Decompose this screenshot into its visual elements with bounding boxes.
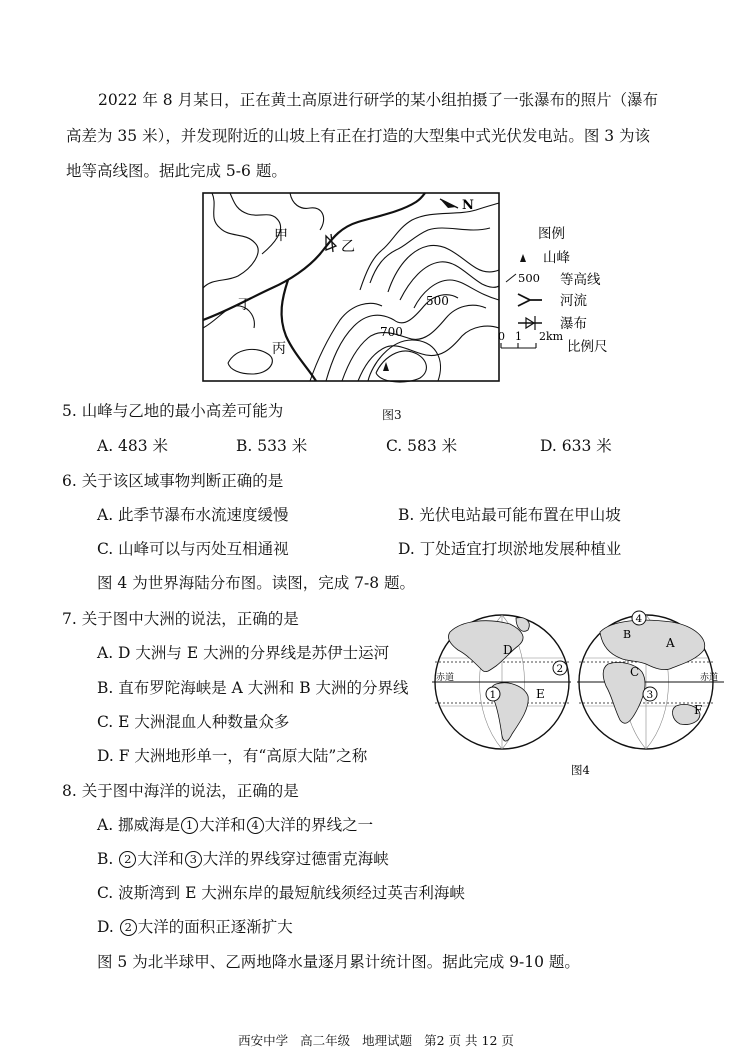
q7-option-d: D. F 大洲地形单一，有“高原大陆”之称: [97, 747, 368, 765]
legend-river: 河流: [560, 293, 587, 309]
q7-stem: 7. 关于图中大洲的说法，正确的是: [62, 610, 299, 628]
ocean-number-2: 2: [119, 851, 136, 868]
scale-2km: 2km: [539, 330, 564, 343]
continent-C: C: [630, 665, 640, 679]
continent-D: D: [503, 643, 513, 657]
intro-fig5: 图 5 为北半球甲、乙两地降水量逐月累计统计图。据此完成 9-10 题。: [97, 953, 580, 971]
q8-option-d: D. 2 大洋的面积正逐渐扩大: [97, 918, 293, 936]
continent-F: F: [694, 703, 703, 717]
legend-scale-bar: [501, 343, 536, 348]
legend-waterfall: 瀑布: [560, 316, 587, 332]
figure-3-legend: [498, 226, 608, 355]
place-bing: 丙: [272, 341, 286, 357]
ocean-4: 4: [635, 613, 643, 625]
legend-peak-icon: [520, 254, 526, 262]
intro-line-3: 地等高线图。据此完成 5-6 题。: [66, 162, 287, 180]
ocean-1: 1: [489, 689, 497, 701]
continent-E: E: [536, 687, 545, 701]
q7-option-a: A. D 大洲与 E 大洲的分界线是苏伊士运河: [97, 644, 390, 662]
q8-option-a: A. 挪威海是 1 大洋和 4 大洋的界线之一: [97, 816, 374, 834]
legend-contour-value: 500: [518, 271, 540, 285]
map-frame: [203, 193, 499, 381]
q7-option-b: B. 直布罗陀海峡是 A 大洲和 B 大洲的分界线: [97, 679, 409, 697]
q7-option-c: C. E 大洲混血人种数量众多: [97, 713, 290, 731]
place-yi: 乙: [341, 239, 355, 255]
contour-label-500: 500: [426, 294, 449, 308]
figure-3-caption: 图3: [382, 408, 402, 422]
page-footer: [0, 1031, 752, 1049]
ocean-number-3: 3: [185, 851, 202, 868]
ocean-3: 3: [646, 689, 654, 701]
figure-3-contour-map: [200, 188, 640, 388]
legend-title: 图例: [538, 226, 565, 242]
q8-stem: 8. 关于图中海洋的说法，正确的是: [62, 782, 299, 800]
north-arrow-icon: [440, 199, 458, 208]
place-jia: 甲: [274, 228, 288, 244]
peak-symbol: [383, 362, 389, 371]
q6-stem: 6. 关于该区域事物判断正确的是: [62, 472, 284, 490]
continent-A: A: [666, 636, 675, 650]
q8-option-b: B. 2 大洋和 3 大洋的界线穿过德雷克海峡: [97, 850, 389, 868]
intro-line-1: 2022 年 8 月某日，正在黄土高原进行研学的某小组拍摄了一张瀑布的照片（瀑布: [98, 91, 659, 109]
scale-1: 1: [515, 330, 522, 343]
figure-4-caption: 图4: [571, 763, 590, 777]
q5-option-b: B. 533 米: [236, 437, 308, 455]
intro-line-2: 高差为 35 米），并发现附近的山坡上有正在打造的大型集中式光伏发电站。图 3 为该: [66, 127, 651, 145]
footer-page: 第2 页 共 12 页: [424, 1033, 514, 1048]
q6-option-b: B. 光伏电站最可能布置在甲山坡: [398, 506, 621, 524]
continent-B: B: [623, 628, 632, 641]
contour-label-700: 700: [380, 325, 403, 339]
q8-option-c: C. 波斯湾到 E 大洲东岸的最短航线须经过英吉利海峡: [97, 884, 465, 902]
ocean-number-2b: 2: [120, 919, 137, 936]
footer-subject: 地理试题: [362, 1033, 413, 1048]
ocean-2: 2: [556, 663, 564, 675]
q6-option-d: D. 丁处适宜打坝淤地发展种植业: [398, 540, 622, 558]
q6-option-c: C. 山峰可以与丙处互相通视: [97, 540, 289, 558]
place-ding: 丁: [238, 297, 252, 313]
q5-option-d: D. 633 米: [540, 437, 612, 455]
figure-4-world-map: [432, 610, 724, 778]
footer-grade: 高二年级: [300, 1033, 351, 1048]
legend-river-icon: [518, 294, 542, 306]
scale-0: 0: [498, 330, 505, 343]
q5-option-c: C. 583 米: [386, 437, 458, 455]
legend-contour-icon: [506, 274, 516, 282]
q6-option-a: A. 此季节瀑布水流速度缓慢: [97, 506, 289, 524]
footer-school: 西安中学: [238, 1033, 289, 1048]
ocean-number-1: 1: [181, 817, 198, 834]
legend-scale: 比例尺: [567, 339, 608, 355]
north-label: N: [462, 198, 474, 213]
ocean-number-4: 4: [247, 817, 264, 834]
legend-peak: 山峰: [543, 250, 570, 266]
q5-stem: 5. 山峰与乙地的最小高差可能为: [62, 402, 284, 420]
legend-waterfall-icon: [518, 316, 542, 330]
intro-fig4: 图 4 为世界海陆分布图。读图，完成 7-8 题。: [97, 574, 416, 592]
q5-option-a: A. 483 米: [97, 437, 169, 455]
legend-contour: 等高线: [560, 272, 601, 288]
equator-label-right: 赤道: [700, 673, 719, 683]
equator-label-left: 赤道: [436, 673, 455, 683]
